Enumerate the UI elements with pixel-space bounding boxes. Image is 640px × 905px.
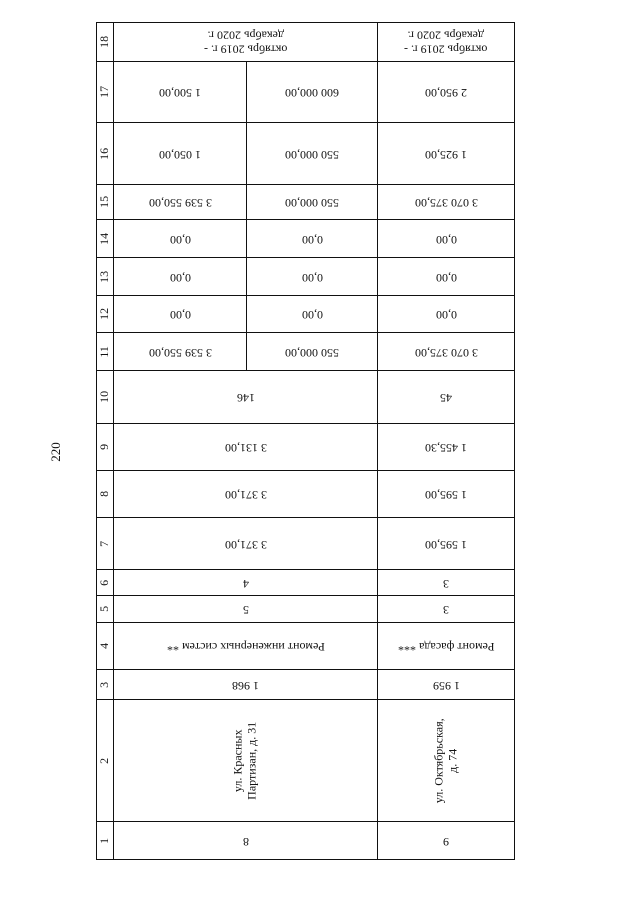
row-9-col-18-text: октябрь 2019 г. - декабрь 2020 г. <box>404 28 488 57</box>
row-8-col-3 <box>114 670 378 700</box>
column-number-7 <box>96 518 114 570</box>
row-8b-col-11 <box>247 333 378 371</box>
row-8-col-9-text: 3 131,00 <box>224 440 267 455</box>
row-8b-col-17 <box>247 62 378 123</box>
row-9-col-3-text: 1 959 <box>432 678 460 693</box>
row-9-col-4-text: Ремонт фасада *** <box>397 639 495 654</box>
row-8b-col-14 <box>247 220 378 258</box>
row-8-col-5 <box>114 596 378 623</box>
column-number-10 <box>96 371 114 424</box>
row-8b-col-13-text: 0,00 <box>301 270 323 285</box>
row-8-col-2-text: ул. Красных Партизан, д. 31 <box>230 721 259 800</box>
column-number-16-text: 16 <box>96 147 111 160</box>
column-number-13-text: 13 <box>96 270 111 283</box>
row-8a-col-14 <box>114 220 247 258</box>
column-number-2 <box>96 700 114 822</box>
row-8b-col-13 <box>247 258 378 296</box>
row-8a-col-14-text: 0,00 <box>169 232 191 247</box>
column-number-1 <box>96 822 114 860</box>
row-8a-col-13 <box>114 258 247 296</box>
row-8a-col-15-text: 3 539 550,00 <box>148 195 212 210</box>
row-8-col-6 <box>114 570 378 596</box>
row-9-col-1 <box>378 822 515 860</box>
row-9-col-16 <box>378 123 515 185</box>
column-number-14-text: 14 <box>96 232 111 245</box>
column-number-17-text: 17 <box>96 85 111 98</box>
row-8-col-9 <box>114 424 378 471</box>
row-9-col-8-text: 1 595,00 <box>425 487 467 502</box>
column-number-2-text: 2 <box>96 757 111 764</box>
row-9-col-8 <box>378 471 515 518</box>
row-8-col-4 <box>114 623 378 670</box>
column-number-18-text: 18 <box>96 35 111 48</box>
column-number-7-text: 7 <box>96 540 111 547</box>
row-9-col-18 <box>378 22 515 62</box>
row-8-col-4-text: Ремонт инженерных систем ** <box>166 639 325 654</box>
row-9-col-6 <box>378 570 515 596</box>
row-8-col-6-text: 4 <box>242 576 249 591</box>
column-number-17 <box>96 62 114 123</box>
row-9-col-17-text: 2 950,00 <box>425 85 467 100</box>
row-9-col-5 <box>378 596 515 623</box>
row-9-col-15 <box>378 185 515 220</box>
row-8b-col-14-text: 0,00 <box>301 232 323 247</box>
row-8b-col-16 <box>247 123 378 185</box>
column-number-3 <box>96 670 114 700</box>
row-9-col-12-text: 0,00 <box>435 307 457 322</box>
column-number-15 <box>96 185 114 220</box>
row-8-col-18-text: октябрь 2019 г. - декабрь 2020 г. <box>203 28 288 57</box>
column-number-8 <box>96 471 114 518</box>
row-8a-col-17 <box>114 62 247 123</box>
row-8-col-18 <box>114 22 378 62</box>
row-8-col-7 <box>114 518 378 570</box>
row-8b-col-11-text: 550 000,00 <box>285 345 339 360</box>
column-number-12 <box>96 296 114 333</box>
row-8a-col-12 <box>114 296 247 333</box>
row-9-col-9 <box>378 424 515 471</box>
row-8-col-1 <box>114 822 378 860</box>
row-8-col-8-text: 3 371,00 <box>224 487 267 502</box>
column-number-4-text: 4 <box>96 642 111 649</box>
column-number-14 <box>96 220 114 258</box>
row-9-col-17 <box>378 62 515 123</box>
row-9-col-3 <box>378 670 515 700</box>
row-9-col-10 <box>378 371 515 424</box>
row-9-col-13 <box>378 258 515 296</box>
row-9-col-7-text: 1 595,00 <box>425 537 467 552</box>
column-number-3-text: 3 <box>96 681 111 688</box>
row-9-col-2 <box>378 700 515 822</box>
column-number-9-text: 9 <box>96 443 111 450</box>
column-number-15-text: 15 <box>96 195 111 208</box>
column-number-9 <box>96 424 114 471</box>
row-8a-col-12-text: 0,00 <box>169 307 191 322</box>
row-9-col-10-text: 45 <box>440 390 452 405</box>
row-9-col-12 <box>378 296 515 333</box>
column-number-13 <box>96 258 114 296</box>
row-9-col-16-text: 1 925,00 <box>425 147 467 162</box>
row-8-col-5-text: 5 <box>242 602 249 617</box>
column-number-1-text: 1 <box>96 837 111 844</box>
row-9-col-4 <box>378 623 515 670</box>
row-9-col-14-text: 0,00 <box>435 232 457 247</box>
row-9-col-2-text: ул. Октябрьская, д. 74 <box>431 718 459 803</box>
row-9-col-9-text: 1 455,30 <box>425 440 467 455</box>
row-8-col-2 <box>114 700 378 822</box>
row-9-col-13-text: 0,00 <box>435 270 457 285</box>
row-8b-col-15-text: 550 000,00 <box>285 195 339 210</box>
column-number-5-text: 5 <box>96 605 111 612</box>
page-number-text: 220 <box>48 442 63 462</box>
row-8a-col-16 <box>114 123 247 185</box>
row-8b-col-17-text: 600 000,00 <box>285 85 339 100</box>
column-number-5 <box>96 596 114 623</box>
row-8a-col-15 <box>114 185 247 220</box>
row-8a-col-13-text: 0,00 <box>169 270 191 285</box>
row-9-col-11-text: 3 070 375,00 <box>414 345 478 360</box>
row-8b-col-16-text: 550 000,00 <box>285 147 339 162</box>
row-9-col-11 <box>378 333 515 371</box>
column-number-11 <box>96 333 114 371</box>
row-8b-col-15 <box>247 185 378 220</box>
row-8a-col-11 <box>114 333 247 371</box>
column-number-8-text: 8 <box>96 490 111 497</box>
row-9-col-14 <box>378 220 515 258</box>
row-8b-col-12-text: 0,00 <box>301 307 323 322</box>
column-number-11-text: 11 <box>96 345 111 358</box>
row-8-col-1-text: 8 <box>242 834 249 849</box>
row-9-col-7 <box>378 518 515 570</box>
row-8-col-10-text: 146 <box>236 390 255 405</box>
row-8a-col-16-text: 1 050,00 <box>159 147 201 162</box>
row-8-col-7-text: 3 371,00 <box>224 537 267 552</box>
column-number-18 <box>96 22 114 62</box>
column-number-16 <box>96 123 114 185</box>
column-number-6 <box>96 570 114 596</box>
column-number-12-text: 12 <box>96 307 111 320</box>
row-8a-col-11-text: 3 539 550,00 <box>148 345 212 360</box>
row-9-col-15-text: 3 070 375,00 <box>414 195 478 210</box>
row-9-col-1-text: 9 <box>443 834 449 849</box>
row-8a-col-17-text: 1 500,00 <box>159 85 201 100</box>
row-9-col-6-text: 3 <box>443 576 449 591</box>
column-number-4 <box>96 623 114 670</box>
row-8b-col-12 <box>247 296 378 333</box>
row-8-col-3-text: 1 968 <box>232 678 259 693</box>
row-8-col-10 <box>114 371 378 424</box>
column-number-6-text: 6 <box>96 579 111 586</box>
column-number-10-text: 10 <box>96 390 111 403</box>
row-8-col-8 <box>114 471 378 518</box>
row-9-col-5-text: 3 <box>443 602 449 617</box>
